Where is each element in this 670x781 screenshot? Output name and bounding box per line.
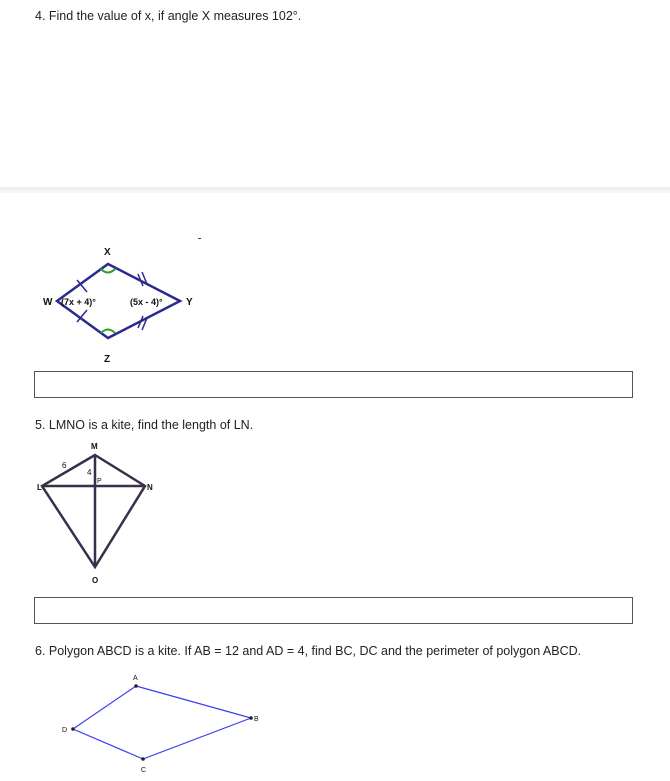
- kite-lmno-outline: [42, 455, 145, 567]
- section-divider: [0, 187, 670, 193]
- angle-w-label: (7x + 4)°: [61, 297, 96, 307]
- vertex-n-label: N: [147, 483, 153, 492]
- vertex-b-label: B: [254, 716, 259, 723]
- question-4-text: 4. Find the value of x, if angle X measures 102°.: [35, 9, 302, 23]
- segment-mp-label: 4: [87, 468, 92, 477]
- angle-x-mark: [101, 269, 115, 273]
- vertex-a-label: A: [133, 675, 138, 682]
- vertex-w-label: W: [43, 297, 53, 308]
- kite-lmno-figure: [30, 440, 170, 590]
- question-6-text: 6. Polygon ABCD is a kite. If AB = 12 and AD = 4, find BC, DC and the perimeter of polygon ABCD.: [35, 644, 582, 658]
- answer-box-4[interactable]: [34, 371, 633, 398]
- angle-y-label: (5x - 4)°: [130, 297, 163, 307]
- question-5-text: 5. LMNO is a kite, find the length of LN.: [35, 418, 254, 432]
- vertex-y-label: Y: [186, 297, 193, 308]
- point-p-label: P: [97, 478, 102, 485]
- vertex-o-label: O: [92, 576, 99, 585]
- angle-z-mark: [101, 330, 115, 334]
- vertex-l-label: L: [37, 483, 42, 492]
- vertex-z-label: Z: [104, 354, 111, 365]
- kite-abcd-figure: [55, 670, 275, 780]
- kite-abcd-outline: [73, 686, 251, 759]
- vertex-c-label: C: [141, 767, 147, 774]
- vertex-m-label: M: [91, 442, 98, 451]
- segment-lm-label: 6: [62, 461, 67, 470]
- kite-wxyz-figure: [30, 240, 210, 370]
- vertex-x-label: X: [104, 247, 111, 258]
- answer-box-5[interactable]: [34, 597, 633, 624]
- vertex-d-label: D: [62, 727, 68, 734]
- stray-mark: [198, 238, 201, 239]
